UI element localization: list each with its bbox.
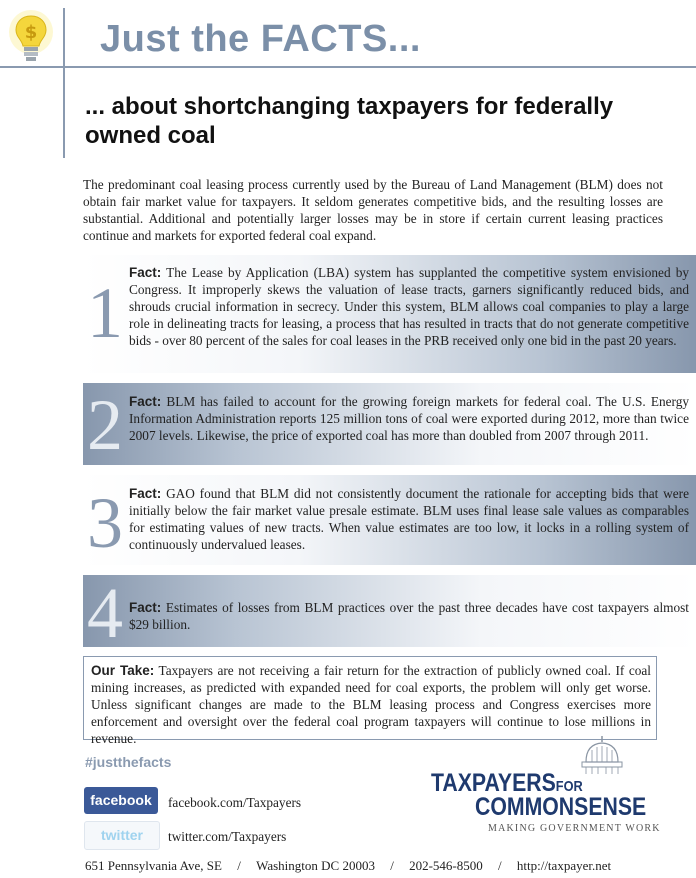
footer-separator: /	[237, 858, 241, 873]
lightbulb-dollar-icon	[6, 8, 56, 70]
fact-label: Fact:	[129, 265, 162, 280]
page-subtitle: ... about shortchanging taxpayers for federally owned coal	[85, 93, 614, 149]
twitter-button[interactable]: twitter	[84, 821, 160, 850]
fact-label: Fact:	[129, 394, 162, 409]
svg-text:$: $	[24, 22, 38, 43]
header-vertical-rule	[63, 8, 65, 66]
fact-number: 2	[87, 385, 123, 465]
footer-city: Washington DC 20003	[256, 858, 375, 873]
our-take-box	[83, 656, 657, 746]
our-take-label: Our Take:	[91, 663, 155, 678]
footer-phone: 202-546-8500	[409, 858, 483, 873]
tcs-logo-line2	[475, 794, 646, 820]
footer-website[interactable]: http://taxpayer.net	[516, 858, 612, 873]
fact-number: 3	[87, 483, 123, 563]
header-horizontal-rule	[0, 66, 696, 68]
fact-text	[129, 393, 689, 444]
logo-sense: SENSE	[574, 793, 647, 821]
page-title: Just the FACTS...	[100, 18, 421, 60]
fact-number: 1	[87, 273, 123, 353]
fact-panel-1	[83, 255, 696, 373]
intro-paragraph: The predominant coal leasing process currently used by the Bureau of Land Management (BLM) does not obtain fair market value for taxpayers. It seldom generates competitive bids, and the resulting losses are substantial. Additional and potentially larger losses may be in store if certain current leasing practices continue and markets for exported federal coal expand.	[83, 177, 663, 243]
tcs-logo-tagline: MAKING GOVERNMENT WORK	[488, 823, 661, 834]
fact-number: 4	[87, 573, 123, 653]
facebook-link[interactable]: facebook.com/Taxpayers	[168, 795, 302, 810]
our-take-body: Taxpayers are not receiving a fair return for the extraction of publicly owned coal. If coal mining increases, as predicted with expanded need for coal exports, the problem will only get worse. Unless significant changes are made to the BLM leasing process and Congress exercises more enforcement and oversight over the federal coal program taxpayers will continue to lose millions in revenue.	[91, 663, 651, 746]
footer-address: 651 Pennsylvania Ave, SE	[85, 858, 222, 873]
footer-contact	[85, 858, 685, 874]
fact-body: The Lease by Application (LBA) system has supplanted the competitive system envisioned by Congress. It improperly skews the valuation of lease tracts, garners significantly reduced bids, and shrouds crucial information in secrecy. Under this system, BLM allows coal companies to play a large role in delineating tracts for leasing, a process that has resulted in tracts that do not generate competitive bids - over 80 percent of the sales for coal leases in the PRB received only one bid in the past 20 years.	[129, 265, 689, 348]
hashtag[interactable]: #justthefacts	[85, 754, 172, 770]
fact-text	[129, 485, 689, 553]
fact-text	[129, 599, 689, 633]
our-take-text	[91, 662, 651, 747]
subtitle-vertical-rule	[63, 68, 65, 158]
fact-label: Fact:	[129, 600, 162, 615]
logo-for: FOR	[555, 778, 583, 795]
fact-body: GAO found that BLM did not consistently document the rationale for accepting bids that were initially below the fair market value presale estimate. BLM uses final lease sale values as comparables for estimating values of new tracts. When value estimates are too low, it locks in a rolling system of continuously undervalued leases.	[129, 486, 689, 552]
logo-taxpayers: TAXPAYERS	[431, 769, 556, 797]
fact-label: Fact:	[129, 486, 162, 501]
fact-panel-3	[83, 475, 696, 565]
fact-panel-2	[83, 383, 696, 465]
footer-separator: /	[390, 858, 394, 873]
twitter-link[interactable]: twitter.com/Taxpayers	[168, 829, 287, 844]
fact-text	[129, 264, 689, 349]
fact-body: BLM has failed to account for the growing foreign markets for federal coal. The U.S. Energy Information Administration reports 125 million tons of coal were exported during 2012, more than twice 2007 levels. Likewise, the price of exported coal has more than doubled from 2007 through 2011.	[129, 394, 689, 443]
facebook-button[interactable]: facebook	[84, 787, 158, 814]
fact-panel-4	[83, 573, 696, 653]
logo-common: COMMON	[475, 793, 575, 821]
fact-body: Estimates of losses from BLM practices over the past three decades have cost taxpayers almost $29 billion.	[129, 600, 689, 632]
footer-separator: /	[498, 858, 502, 873]
